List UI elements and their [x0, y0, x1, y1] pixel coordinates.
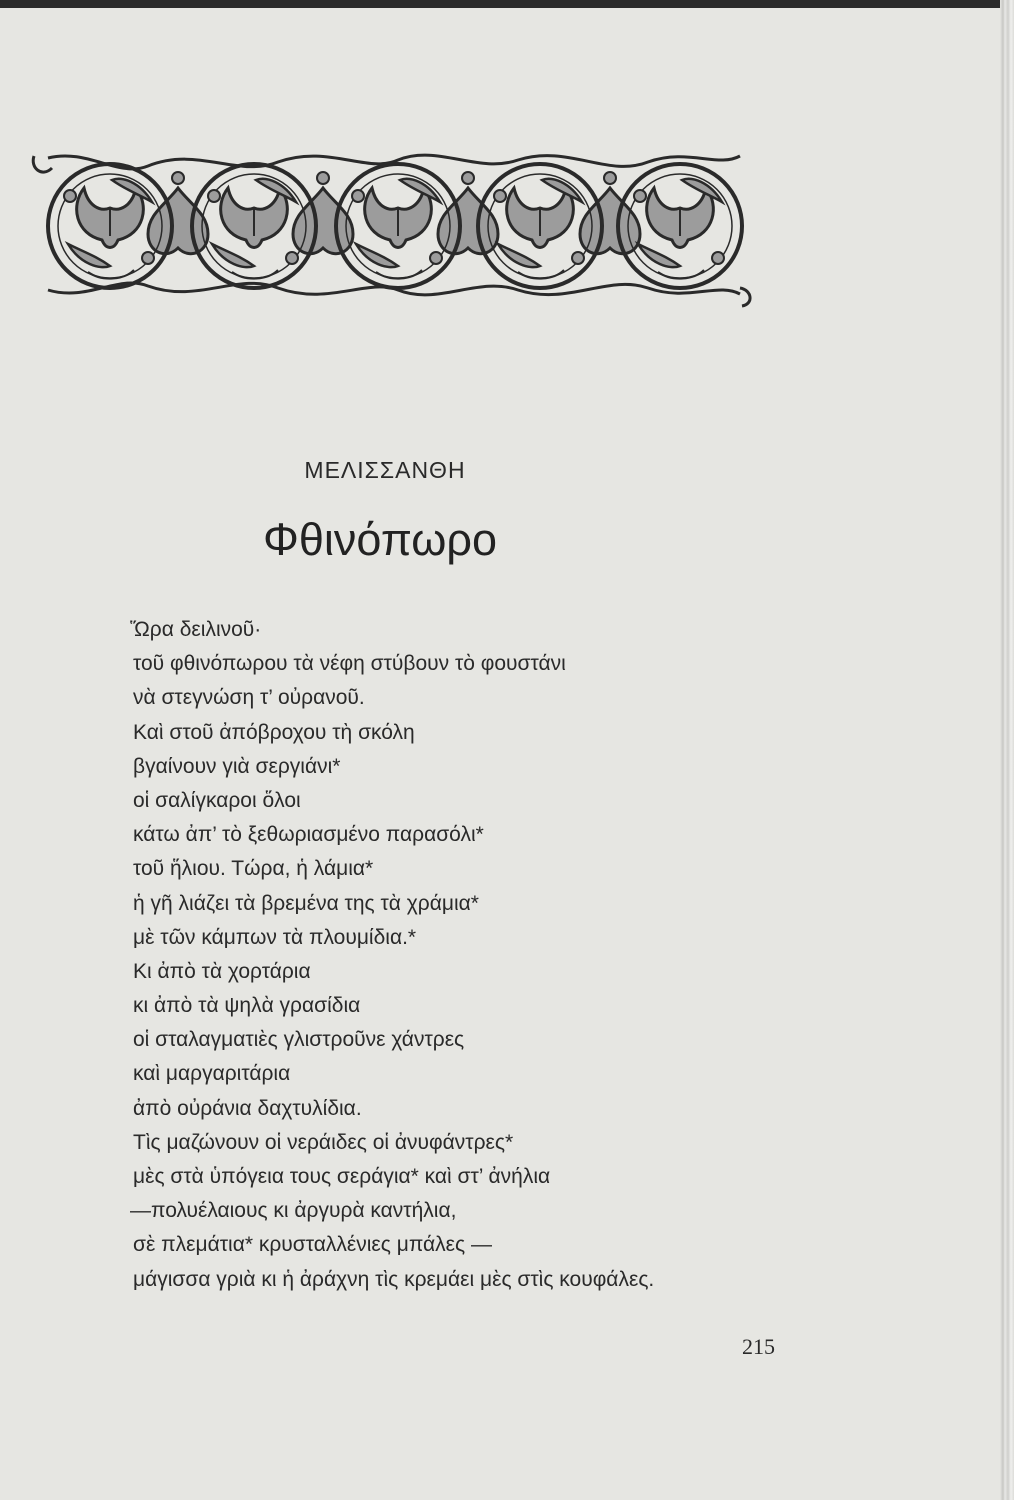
- poem-line: μάγισσα γριὰ κι ἡ ἀράχνη τὶς κρεμάει μὲς στὶς κουφάλες.: [133, 1267, 655, 1291]
- poem-line: κάτω ἀπ’ τὸ ξεθωριασμένο παρασόλι*: [133, 823, 484, 847]
- decorative-ornament-border: [28, 138, 758, 310]
- poem-line: Καὶ στοῦ ἀπόβροχου τὴ σκόλη: [133, 720, 415, 744]
- poem-line: ἡ γῆ λιάζει τὰ βρεμένα της τὰ χράμια*: [133, 891, 479, 915]
- poem-line: —πολυέλαιους κι ἀργυρὰ καντήλια,: [130, 1199, 457, 1223]
- book-spine-edge: [1000, 0, 1014, 1500]
- poem-line: νὰ στεγνώση τ’ οὐρανοῦ.: [133, 686, 365, 710]
- poem-line: βγαίνουν γιὰ σεργιάνι*: [133, 754, 341, 778]
- poem-line: σὲ πλεμάτια* κρυσταλλένιες μπάλες —: [133, 1233, 492, 1257]
- poem-line: οἱ σταλαγματιὲς γλιστροῦνε χάντρες: [133, 1028, 465, 1052]
- poem-line: Τὶς μαζώνουν οἱ νεράιδες οἱ ἀνυφάντρες*: [133, 1130, 514, 1154]
- poem-line: οἱ σαλίγκαροι ὅλοι: [133, 788, 301, 812]
- poem-title: Φθινόπωρο: [263, 514, 497, 565]
- poem-line: τοῦ ἥλιου. Τώρα, ἡ λάμια*: [133, 857, 374, 881]
- poem-line: καὶ μαργαριτάρια: [133, 1062, 291, 1086]
- poem-line: μὲς στὰ ὑπόγεια τους σεράγια* καὶ στ’ ἀνήλια: [133, 1165, 551, 1188]
- poem-body: [130, 613, 654, 1297]
- poem-line: κι ἀπὸ τὰ ψηλὰ γρασίδια: [133, 994, 361, 1018]
- scan-top-edge: [0, 0, 1014, 8]
- poem-line: μὲ τῶν κάμπων τὰ πλουμίδια.*: [133, 925, 417, 949]
- page-number: 215: [742, 1334, 775, 1359]
- poem-line: Ὥρα δειλινοῦ·: [130, 618, 262, 641]
- poem-line: τοῦ φθινόπωρου τὰ νέφη στύβουν τὸ φουστάνι: [133, 652, 566, 676]
- poem-line: Κι ἀπὸ τὰ χορτάρια: [133, 959, 311, 983]
- poem-author: ΜΕΛΙΣΣΑΝΘΗ: [304, 457, 466, 483]
- poem-line: ἀπὸ οὐράνια δαχτυλίδια.: [133, 1096, 362, 1120]
